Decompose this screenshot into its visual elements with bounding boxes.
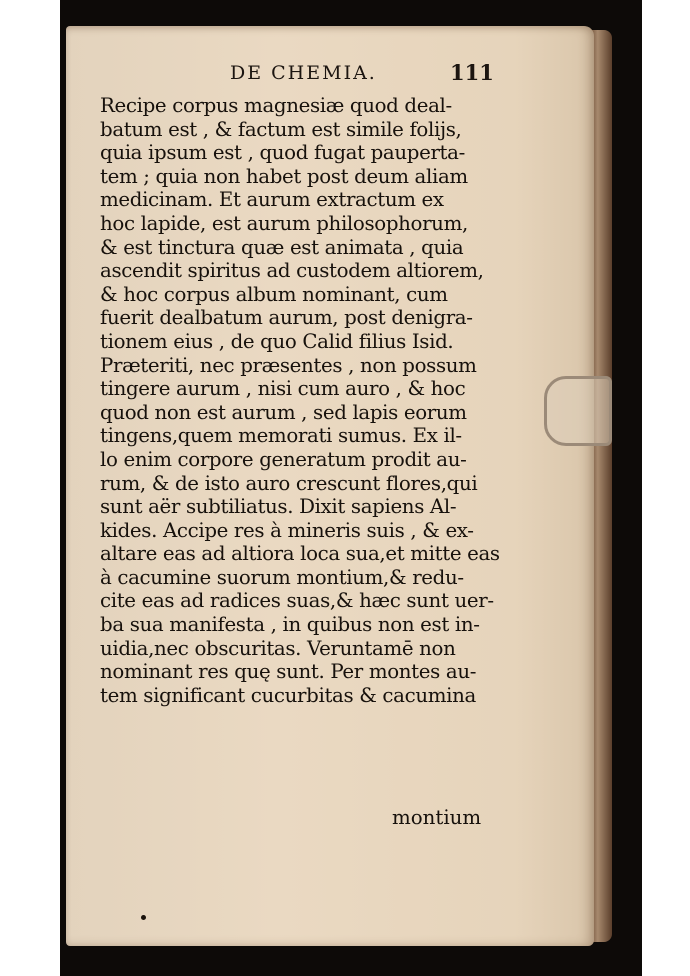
body-text <box>100 94 502 707</box>
text-line: hoc lapide, est aurum philosophorum, <box>100 211 468 235</box>
running-head: DE CHEMIA. <box>230 62 377 84</box>
text-line: nominant res quę sunt. Per montes au- <box>100 660 477 684</box>
page-header <box>70 58 590 88</box>
page-number: 111 <box>450 60 494 85</box>
text-line: tem significant cucurbitas & cacumina <box>100 683 476 707</box>
text-line: sunt aër subtiliatus. Dixit sapiens Al- <box>100 495 457 519</box>
text-line: tingere aurum , nisi cum auro , & hoc <box>100 377 466 401</box>
text-line: & est tinctura quæ est animata , quia <box>100 235 464 259</box>
text-line: tem ; quia non habet post deum aliam <box>100 164 468 188</box>
text-line: cite eas ad radices suas,& hæc sunt uer- <box>100 589 494 613</box>
text-line: fuerit dealbatum aurum, post denigra- <box>100 306 473 330</box>
text-line: & hoc corpus album nominant, cum <box>100 282 448 306</box>
text-line: quod non est aurum , sed lapis eorum <box>100 400 467 424</box>
text-line: kides. Accipe res à mineris suis , & ex- <box>100 518 474 542</box>
text-line: rum, & de isto auro crescunt flores,qui <box>100 471 478 495</box>
catchword: montium <box>392 806 482 829</box>
text-line: ba sua manifesta , in quibus non est in- <box>100 613 480 637</box>
text-line: uidia,nec obscuritas. Veruntamē non <box>100 636 456 660</box>
page-clip <box>544 376 612 446</box>
text-line: tionem eius , de quo Calid filius Isid. <box>100 329 454 353</box>
text-line: ascendit spiritus ad custodem altiorem, <box>100 259 484 283</box>
text-line: tingens,quem memorati sumus. Ex il- <box>100 424 462 448</box>
text-line: quia ipsum est , quod fugat pauperta- <box>100 141 465 165</box>
text-line: batum est , & factum est simile folijs, <box>100 117 462 141</box>
text-line: altare eas ad altiora loca sua,et mitte eas <box>100 542 500 566</box>
text-line: Recipe corpus magnesiæ quod deal- <box>100 94 452 117</box>
text-line: Præteriti, nec præsentes , non possum <box>100 353 477 377</box>
text-line: lo enim corpore generatum prodit au- <box>100 447 467 471</box>
text-line: medicinam. Et aurum extractum ex <box>100 188 444 212</box>
ink-dot <box>141 915 146 920</box>
text-line: à cacumine suorum montium,& redu- <box>100 565 464 589</box>
